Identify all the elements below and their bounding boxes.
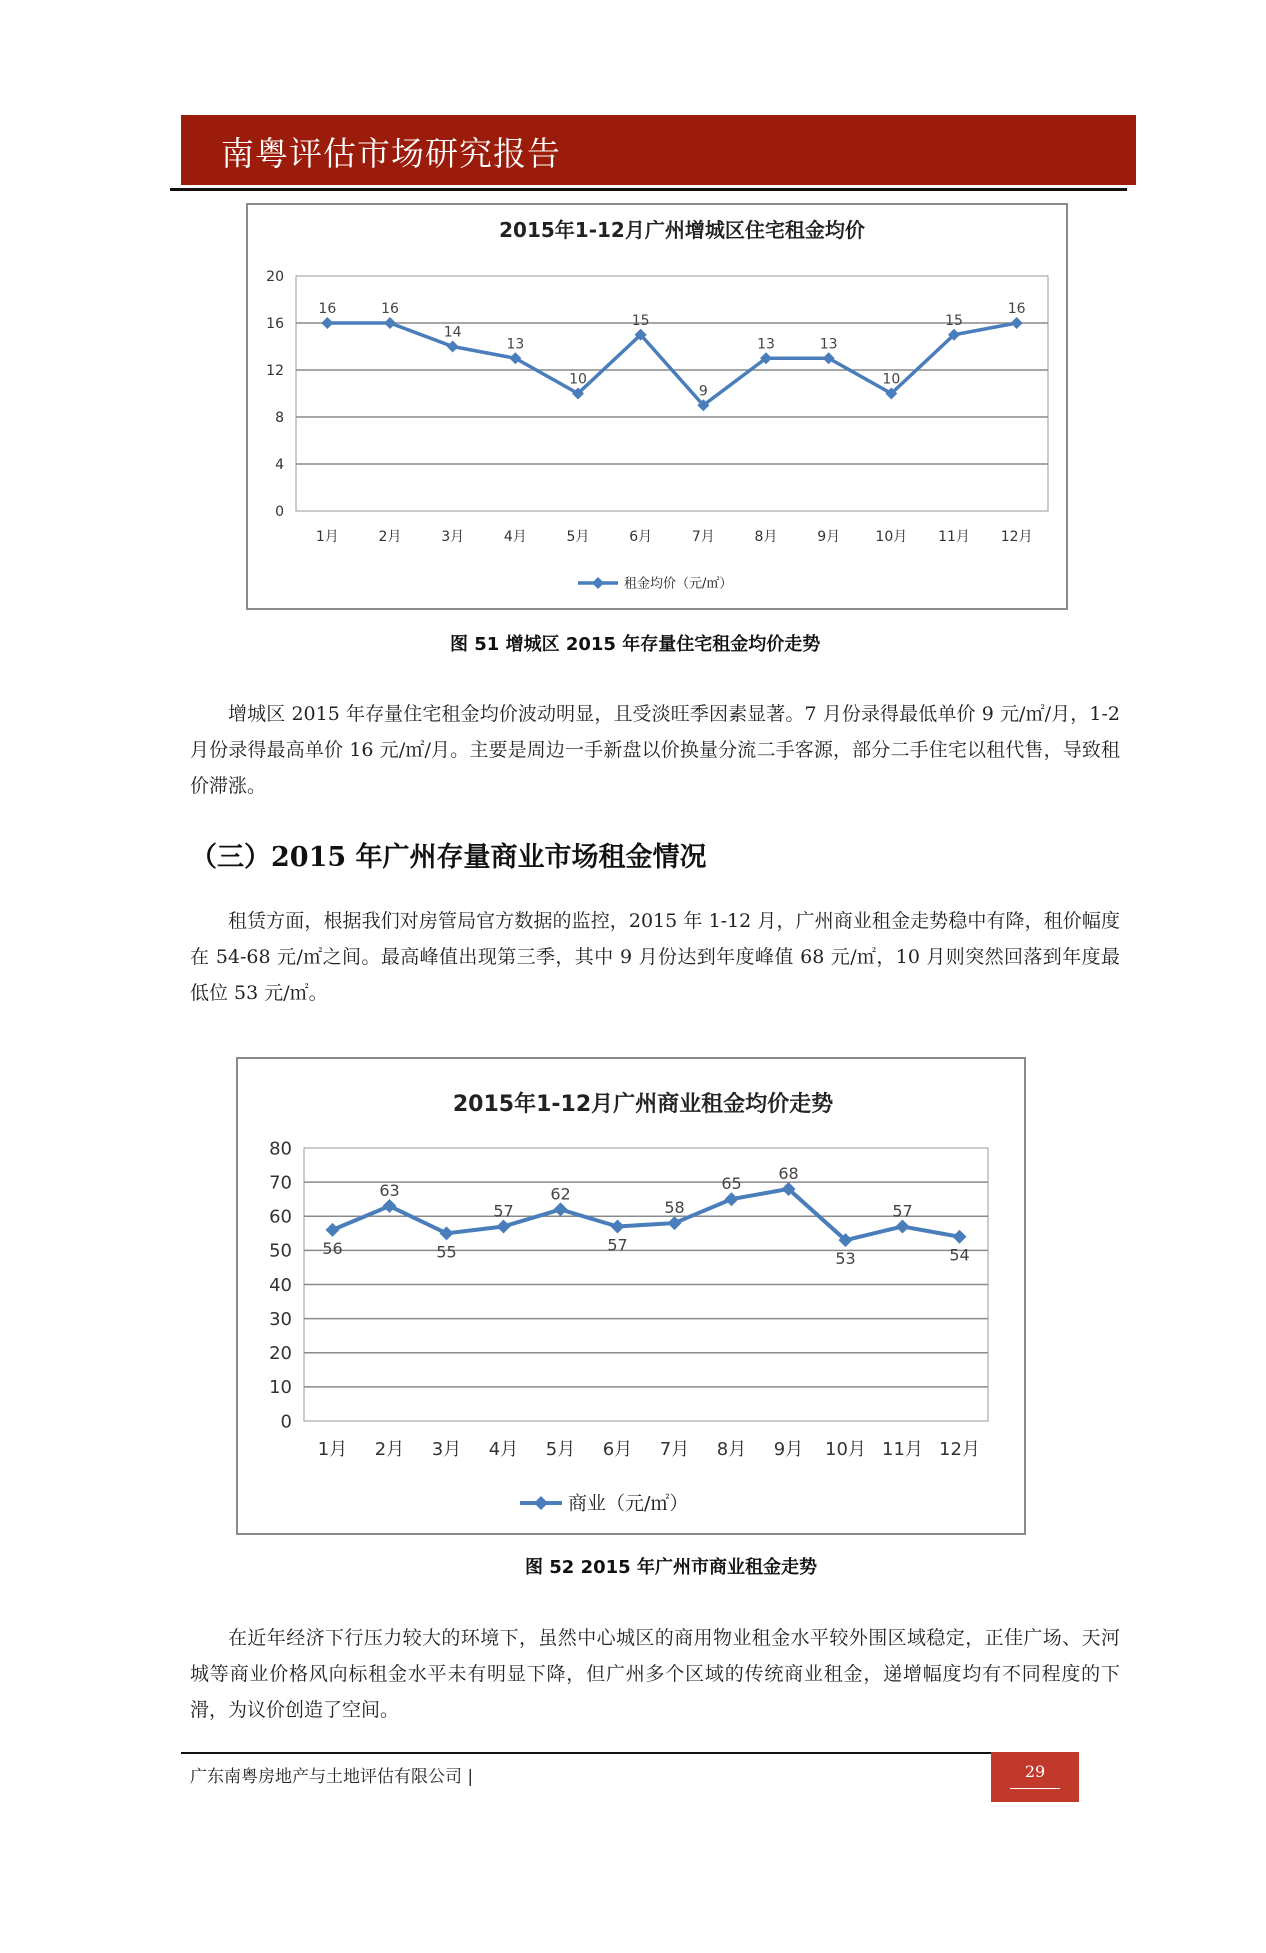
data-point-marker — [321, 317, 333, 329]
figure-52-caption: 图 52 2015 年广州市商业租金走势 — [525, 1557, 817, 1578]
data-label: 57 — [493, 1201, 514, 1221]
paragraph-commercial-rent-text: 租赁方面，根据我们对房管局官方数据的监控，2015 年 1-12 月，广州商业租金走势稳中有降，租价幅度在 54-68 元/㎡之间。最高峰值出现第三季，其中 9 月份达到年度峰值 68 元/㎡，10 月则突然回落到年度最低位 53 元/㎡。 — [190, 910, 1120, 1004]
data-point-marker — [1011, 317, 1023, 329]
data-point-marker — [896, 1219, 910, 1233]
data-label: 68 — [778, 1163, 799, 1183]
legend-marker — [534, 1496, 548, 1510]
data-point-marker — [447, 341, 459, 353]
data-label: 10 — [882, 371, 901, 388]
x-tick-label: 5月 — [566, 529, 590, 545]
page-number-underline — [1010, 1788, 1060, 1789]
data-label: 15 — [631, 312, 650, 329]
x-tick-label: 11月 — [938, 529, 970, 545]
paragraph-market-outlook — [190, 1620, 1120, 1728]
x-tick-label: 11月 — [882, 1439, 923, 1460]
x-tick-label: 9月 — [773, 1439, 804, 1460]
y-tick-label: 20 — [269, 1343, 292, 1365]
data-point-marker — [668, 1216, 682, 1230]
data-point-marker — [383, 1199, 397, 1213]
x-tick-label: 12月 — [939, 1439, 980, 1460]
data-label: 16 — [318, 301, 337, 317]
chart-title: 2015年1-12月广州商业租金均价走势 — [452, 1092, 834, 1117]
data-label: 10 — [569, 371, 587, 388]
data-label: 58 — [664, 1198, 685, 1218]
data-point-marker — [384, 317, 396, 329]
chart-commercial-rent — [236, 1057, 1026, 1535]
y-tick-label: 16 — [266, 315, 284, 332]
x-tick-label: 6月 — [629, 529, 653, 545]
x-tick-label: 4月 — [503, 529, 527, 545]
section-heading: （三）2015 年广州存量商业市场租金情况 — [190, 842, 707, 873]
x-tick-label: 10月 — [875, 529, 908, 545]
x-tick-label: 10月 — [825, 1439, 866, 1460]
x-tick-label: 4月 — [488, 1439, 519, 1460]
x-tick-label: 7月 — [691, 529, 715, 545]
series-line — [333, 1189, 960, 1240]
data-label: 16 — [1007, 301, 1026, 317]
x-tick-label: 12月 — [1000, 529, 1033, 545]
data-label: 14 — [443, 324, 462, 341]
chart-residential-rent-svg — [248, 205, 1066, 608]
data-label: 54 — [949, 1245, 970, 1265]
footer-rule — [181, 1752, 991, 1754]
data-label: 9 — [698, 383, 708, 400]
header-rule — [170, 188, 1127, 191]
x-tick-label: 7月 — [659, 1439, 690, 1460]
x-tick-label: 5月 — [545, 1439, 576, 1460]
page-number: 29 — [1024, 1762, 1046, 1781]
y-tick-label: 20 — [266, 268, 284, 285]
data-label: 56 — [322, 1238, 343, 1258]
y-tick-label: 30 — [269, 1308, 292, 1330]
data-label: 13 — [506, 336, 525, 353]
footer-company: 广东南粤房地产与土地评估有限公司 | — [190, 1767, 474, 1787]
data-point-marker — [440, 1226, 454, 1240]
data-point-marker — [725, 1192, 739, 1206]
data-label: 16 — [381, 301, 399, 317]
data-label: 13 — [757, 336, 775, 353]
x-tick-label: 3月 — [431, 1439, 462, 1460]
y-tick-label: 10 — [269, 1377, 292, 1399]
y-tick-label: 40 — [269, 1274, 292, 1296]
x-tick-label: 8月 — [754, 529, 778, 545]
figure-51-caption: 图 51 增城区 2015 年存量住宅租金均价走势 — [450, 634, 821, 655]
x-tick-label: 9月 — [817, 529, 841, 545]
data-label: 63 — [379, 1181, 400, 1201]
y-tick-label: 60 — [269, 1206, 292, 1228]
y-tick-label: 80 — [269, 1138, 292, 1160]
y-tick-label: 0 — [280, 1411, 292, 1433]
data-point-marker — [953, 1230, 967, 1244]
paragraph-market-outlook-text: 在近年经济下行压力较大的环境下，虽然中心城区的商用物业租金水平较外围区域稳定，正佳广场、天河城等商业价格风向标租金水平未有明显下降，但广州多个区域的传统商业租金，递增幅度均有不同程度的下滑，为议价创造了空间。 — [190, 1627, 1120, 1721]
paragraph-commercial-rent — [190, 903, 1120, 1011]
data-label: 13 — [819, 336, 838, 353]
x-tick-label: 8月 — [716, 1439, 747, 1460]
data-label: 57 — [892, 1201, 913, 1221]
data-point-marker — [611, 1219, 625, 1233]
legend-label: 租金均价（元/㎡） — [624, 576, 733, 592]
y-tick-label: 8 — [275, 409, 284, 426]
y-tick-label: 50 — [269, 1240, 292, 1262]
legend-marker — [592, 577, 604, 589]
data-label: 15 — [945, 312, 963, 329]
x-tick-label: 2月 — [374, 1439, 405, 1460]
data-label: 53 — [835, 1249, 856, 1269]
series-line — [327, 323, 1016, 405]
y-tick-label: 70 — [269, 1172, 292, 1194]
paragraph-zengcheng-text: 增城区 2015 年存量住宅租金均价波动明显，且受淡旺季因素显著。7 月份录得最低单价 9 元/㎡/月，1-2 月份录得最高单价 16 元/㎡/月。主要是周边一手新盘以价换量分流二手客源，部分二手住宅以租代售，导致租价滞涨。 — [190, 703, 1120, 797]
data-label: 55 — [436, 1242, 457, 1262]
data-point-marker — [497, 1219, 511, 1233]
plot-area — [296, 276, 1048, 511]
data-point-marker — [326, 1223, 340, 1237]
data-point-marker — [554, 1202, 568, 1216]
data-label: 65 — [721, 1174, 742, 1194]
legend-label: 商业（元/㎡） — [568, 1492, 689, 1515]
chart-title: 2015年1-12月广州增城区住宅租金均价 — [499, 218, 865, 242]
chart-residential-rent — [246, 203, 1068, 610]
data-label: 62 — [550, 1184, 571, 1204]
x-tick-label: 1月 — [315, 529, 339, 545]
y-tick-label: 0 — [275, 503, 284, 520]
x-tick-label: 2月 — [378, 529, 402, 545]
x-tick-label: 1月 — [317, 1439, 348, 1460]
report-title: 南粤评估市场研究报告 — [221, 134, 561, 173]
y-tick-label: 4 — [275, 456, 284, 473]
data-label: 57 — [607, 1235, 628, 1255]
chart-commercial-rent-svg — [238, 1059, 1024, 1533]
paragraph-zengcheng — [190, 696, 1120, 804]
y-tick-label: 12 — [266, 362, 284, 379]
x-tick-label: 6月 — [602, 1439, 633, 1460]
x-tick-label: 3月 — [441, 529, 465, 545]
